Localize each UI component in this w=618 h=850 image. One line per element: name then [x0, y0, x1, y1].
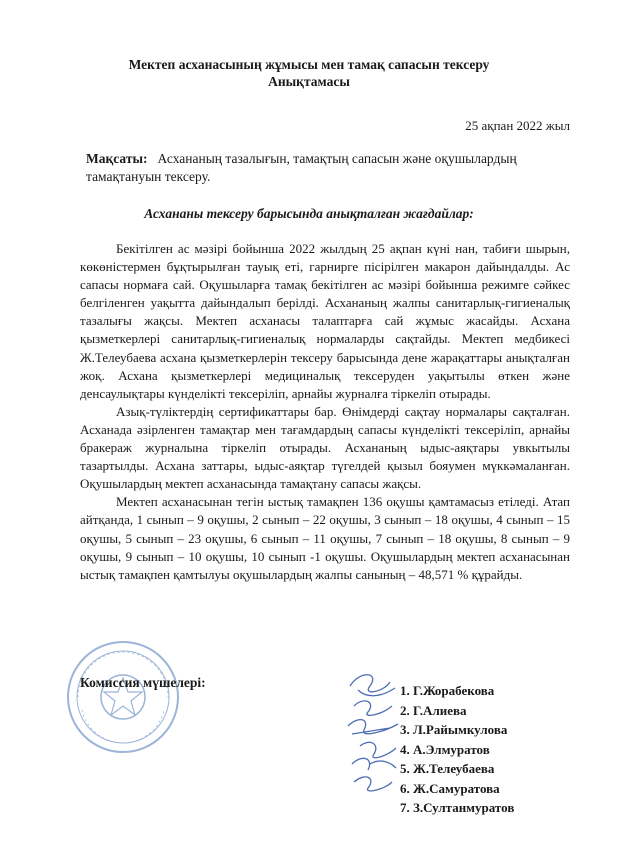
member-item: 4. А.Элмуратов: [400, 741, 490, 757]
member-item: 6. Ж.Самуратова: [400, 780, 500, 796]
member-item: 7. З.Султанмуратов: [400, 800, 515, 815]
official-seal-icon: [64, 638, 182, 756]
member-item: 3. Л.Райымкулова: [400, 722, 508, 737]
purpose-block: [86, 150, 568, 186]
member-item: 2. Г.Алиева: [400, 702, 467, 718]
document-date: 25 ақпан 2022 жыл: [465, 118, 570, 133]
commission-label: Комиссия мүшелері:: [80, 675, 206, 690]
findings-heading: Асхананы тексеру барысында анықталған жағдайлар:: [144, 206, 474, 221]
paragraph: Бекітілген ас мәзірі бойынша 2022 жылдың 25 ақпан күні нан, табиғи шырын, көкөністермен бұқтырылған тауық еті, гарнирге пісірілген макарон дайындалды. Ас сапасы нормаға сай. Оқушыларға тамақ бекітілген ас мәзірі бойынша режимге сәйкес белгіленген уақытта дайындалып берілді. Асхананың жалпы санитарлық-гигиеналық тазалығы жақсы. Мектеп асханасы талаптарға сай жұмыс жасайды. Асхана қызметкерлері санитарлық-гигиеналық нормаларды сақтайды. Мектеп медбикесі Ж.Телеубаева асхана қызметкерлерін тексеру барысында дене жарақаттары анықталған жоқ. Асхана қызметкерлері медициналық тексеруден уақытылы өткен және денсаулықтары күнделікті тексеріліп, арнайы журналға тіркеліп отырады.: [80, 241, 570, 401]
member-item: 5. Ж.Телеубаева: [400, 761, 495, 776]
purpose-text: Асхананың тазалығын, тамақтың сапасын және оқушылардың тамақтануын тексеру.: [86, 151, 517, 184]
title-line-2: Анықтамасы: [268, 74, 350, 89]
paragraph: Азық-түліктердің сертификаттары бар. Өнімдерді сақтау нормалары сақталған. Асханада әзірленген тамақтар мен тағамдардың сапасы күнделікті тексеріліп, арнайы бракераж журналына тіркеліп отырады. Асхананың ыдыс-аяқтары увкытылы тазартылды. Асхана заттары, ыдыс-аяқтар түгелдей қызыл бояумен мүккәмаланған. Оқушылардың мектеп асханасында тамақтану сапасы жақсы.: [80, 403, 570, 492]
paragraph: Мектеп асханасынан тегін ыстық тамақпен 136 оқушы қамтамасыз етіледі. Атап айтқанда, 1 сынып – 9 оқушы, 2 сынып – 22 оқушы, 3 сынып – 18 оқушы, 4 сынып – 15 оқушы, 5 сынып – 23 оқушы, 6 сынып – 11 оқушы, 7 сынып – 18 оқушы, 8 сынып – 9 оқушы, 9 сынып – 10 оқушы, 10 сынып -1 оқушы. Оқушылардың мектеп асханасынан ыстық тамақпен қамтылуы оқушылардың жалпы санының – 48,571 % құрайды.: [80, 494, 570, 582]
commission-members: [400, 681, 514, 818]
document-body: [80, 240, 570, 584]
member-item: 1. Г.Жорабекова: [400, 683, 495, 698]
document-title: [0, 56, 618, 90]
purpose-label: Мақсаты:: [86, 151, 148, 166]
title-line-1: Мектеп асханасының жұмысы мен тамақ сапасын тексеру: [128, 57, 490, 72]
